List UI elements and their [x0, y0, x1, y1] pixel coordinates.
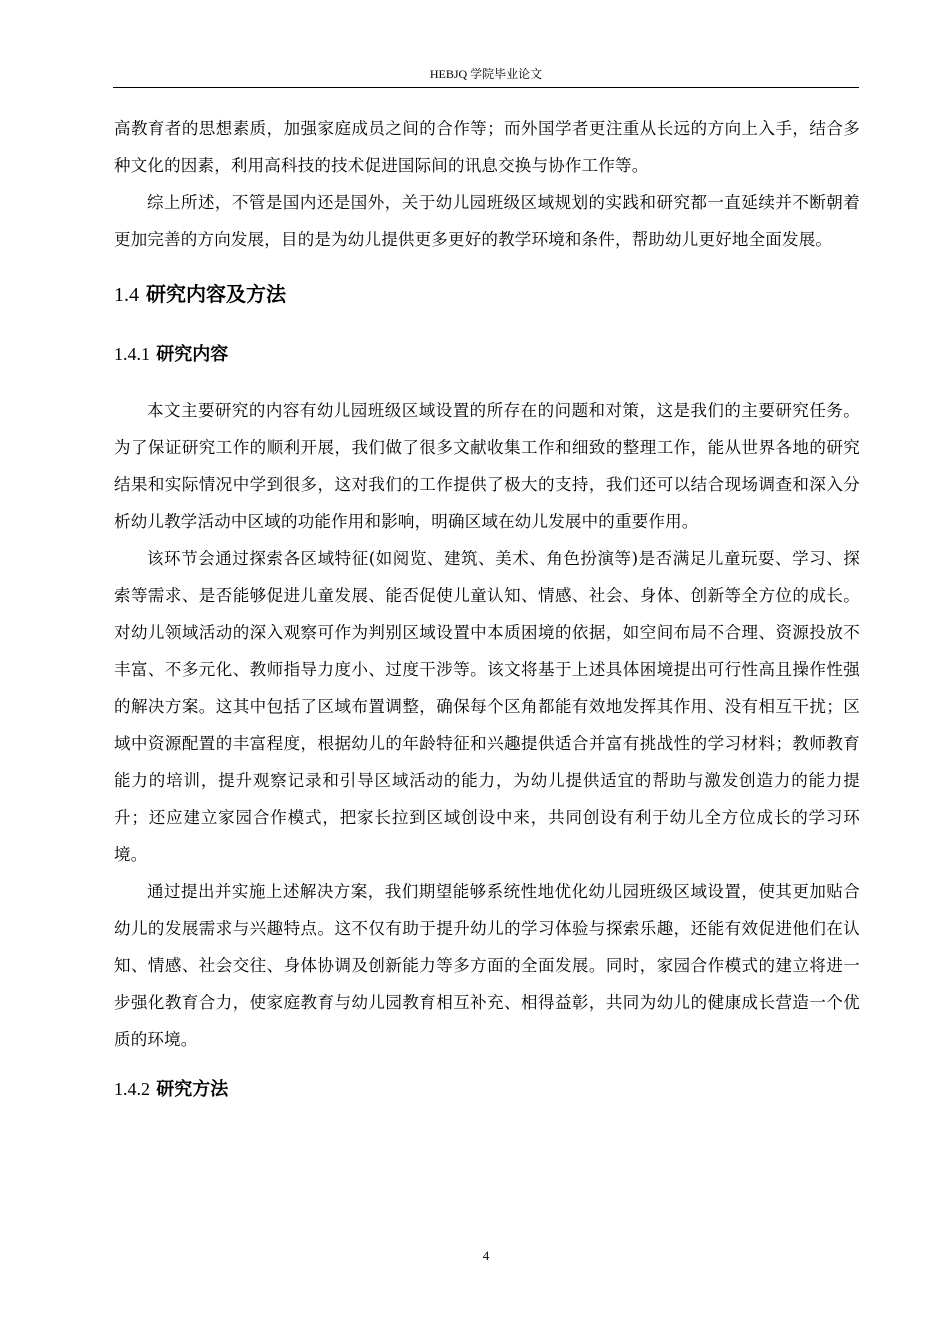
paragraph-research-content-1: 本文主要研究的内容有幼儿园班级区域设置的所存在的问题和对策，这是我们的主要研究任务。为了保证研究工作的顺利开展，我们做了很多文献收集工作和细致的整理工作，能从世界各地的研究结果和实际情况中学到很多，这对我们的工作提供了极大的支持，我们还可以结合现场调查和深入分析幼儿教学活动中区域的功能作用和影响，明确区域在幼儿发展中的重要作用。: [114, 401, 860, 531]
subsection-number: 1.4.2: [114, 1079, 150, 1099]
paragraph-research-content-2: 该环节会通过探索各区域特征(如阅览、建筑、美术、角色扮演等)是否满足儿童玩耍、学习、探索等需求、是否能够促进儿童发展、能否促使儿童认知、情感、社会、身体、创新等全方位的成长。对幼儿领域活动的深入观察可作为判别区域设置中本质困境的依据，如空间布局不合理、资源投放不丰富、不多元化、教师指导力度小、过度干涉等。该文将基于上述具体困境提出可行性高且操作性强的解决方案。这其中包括了区域布置调整，确保每个区角都能有效地发挥其作用、没有相互干扰；区域中资源配置的丰富程度，根据幼儿的年龄特征和兴趣提供适合并富有挑战性的学习材料；教师教育能力的培训，提升观察记录和引导区域活动的能力，为幼儿提供适宜的帮助与激发创造力的能力提升；还应建立家园合作模式，把家长拉到区域创设中来，共同创设有利于幼儿全方位成长的学习环境。: [114, 549, 860, 864]
subsection-heading-1-4-2: [114, 1076, 860, 1103]
paragraph-research-content-3: 通过提出并实施上述解决方案，我们期望能够系统性地优化幼儿园班级区域设置，使其更加贴合幼儿的发展需求与兴趣特点。这不仅有助于提升幼儿的学习体验与探索乐趣，还能有效促进他们在认知、情感、社会交往、身体协调及创新能力等多方面的全面发展。同时，家园合作模式的建立将进一步强化教育合力，使家庭教育与幼儿园教育相互补充、相得益彰，共同为幼儿的健康成长营造一个优质的环境。: [114, 882, 860, 1049]
page-number: 4: [482, 1248, 490, 1263]
subsection-title: 研究方法: [156, 1079, 229, 1100]
section-heading-1-4: [114, 280, 860, 309]
subsection-number: 1.4.1: [114, 344, 150, 364]
running-header: HEBJQ 学院毕业论文: [429, 67, 543, 81]
header-rule: [113, 87, 859, 88]
paragraph-continued: 高教育者的思想素质，加强家庭成员之间的合作等；而外国学者更注重从长远的方向上入手，结合多种文化的因素，利用高科技的技术促进国际间的讯息交换与协作工作等。: [114, 119, 860, 175]
section-number: 1.4: [114, 284, 139, 306]
section-title: 研究内容及方法: [145, 282, 286, 306]
subsection-title: 研究内容: [156, 344, 229, 365]
subsection-heading-1-4-1: [114, 341, 860, 368]
paragraph-summary: 综上所述，不管是国内还是国外，关于幼儿园班级区域规划的实践和研究都一直延续并不断朝着更加完善的方向发展，目的是为幼儿提供更多更好的教学环境和条件，帮助幼儿更好地全面发展。: [114, 193, 860, 249]
page-content: [114, 110, 860, 1103]
